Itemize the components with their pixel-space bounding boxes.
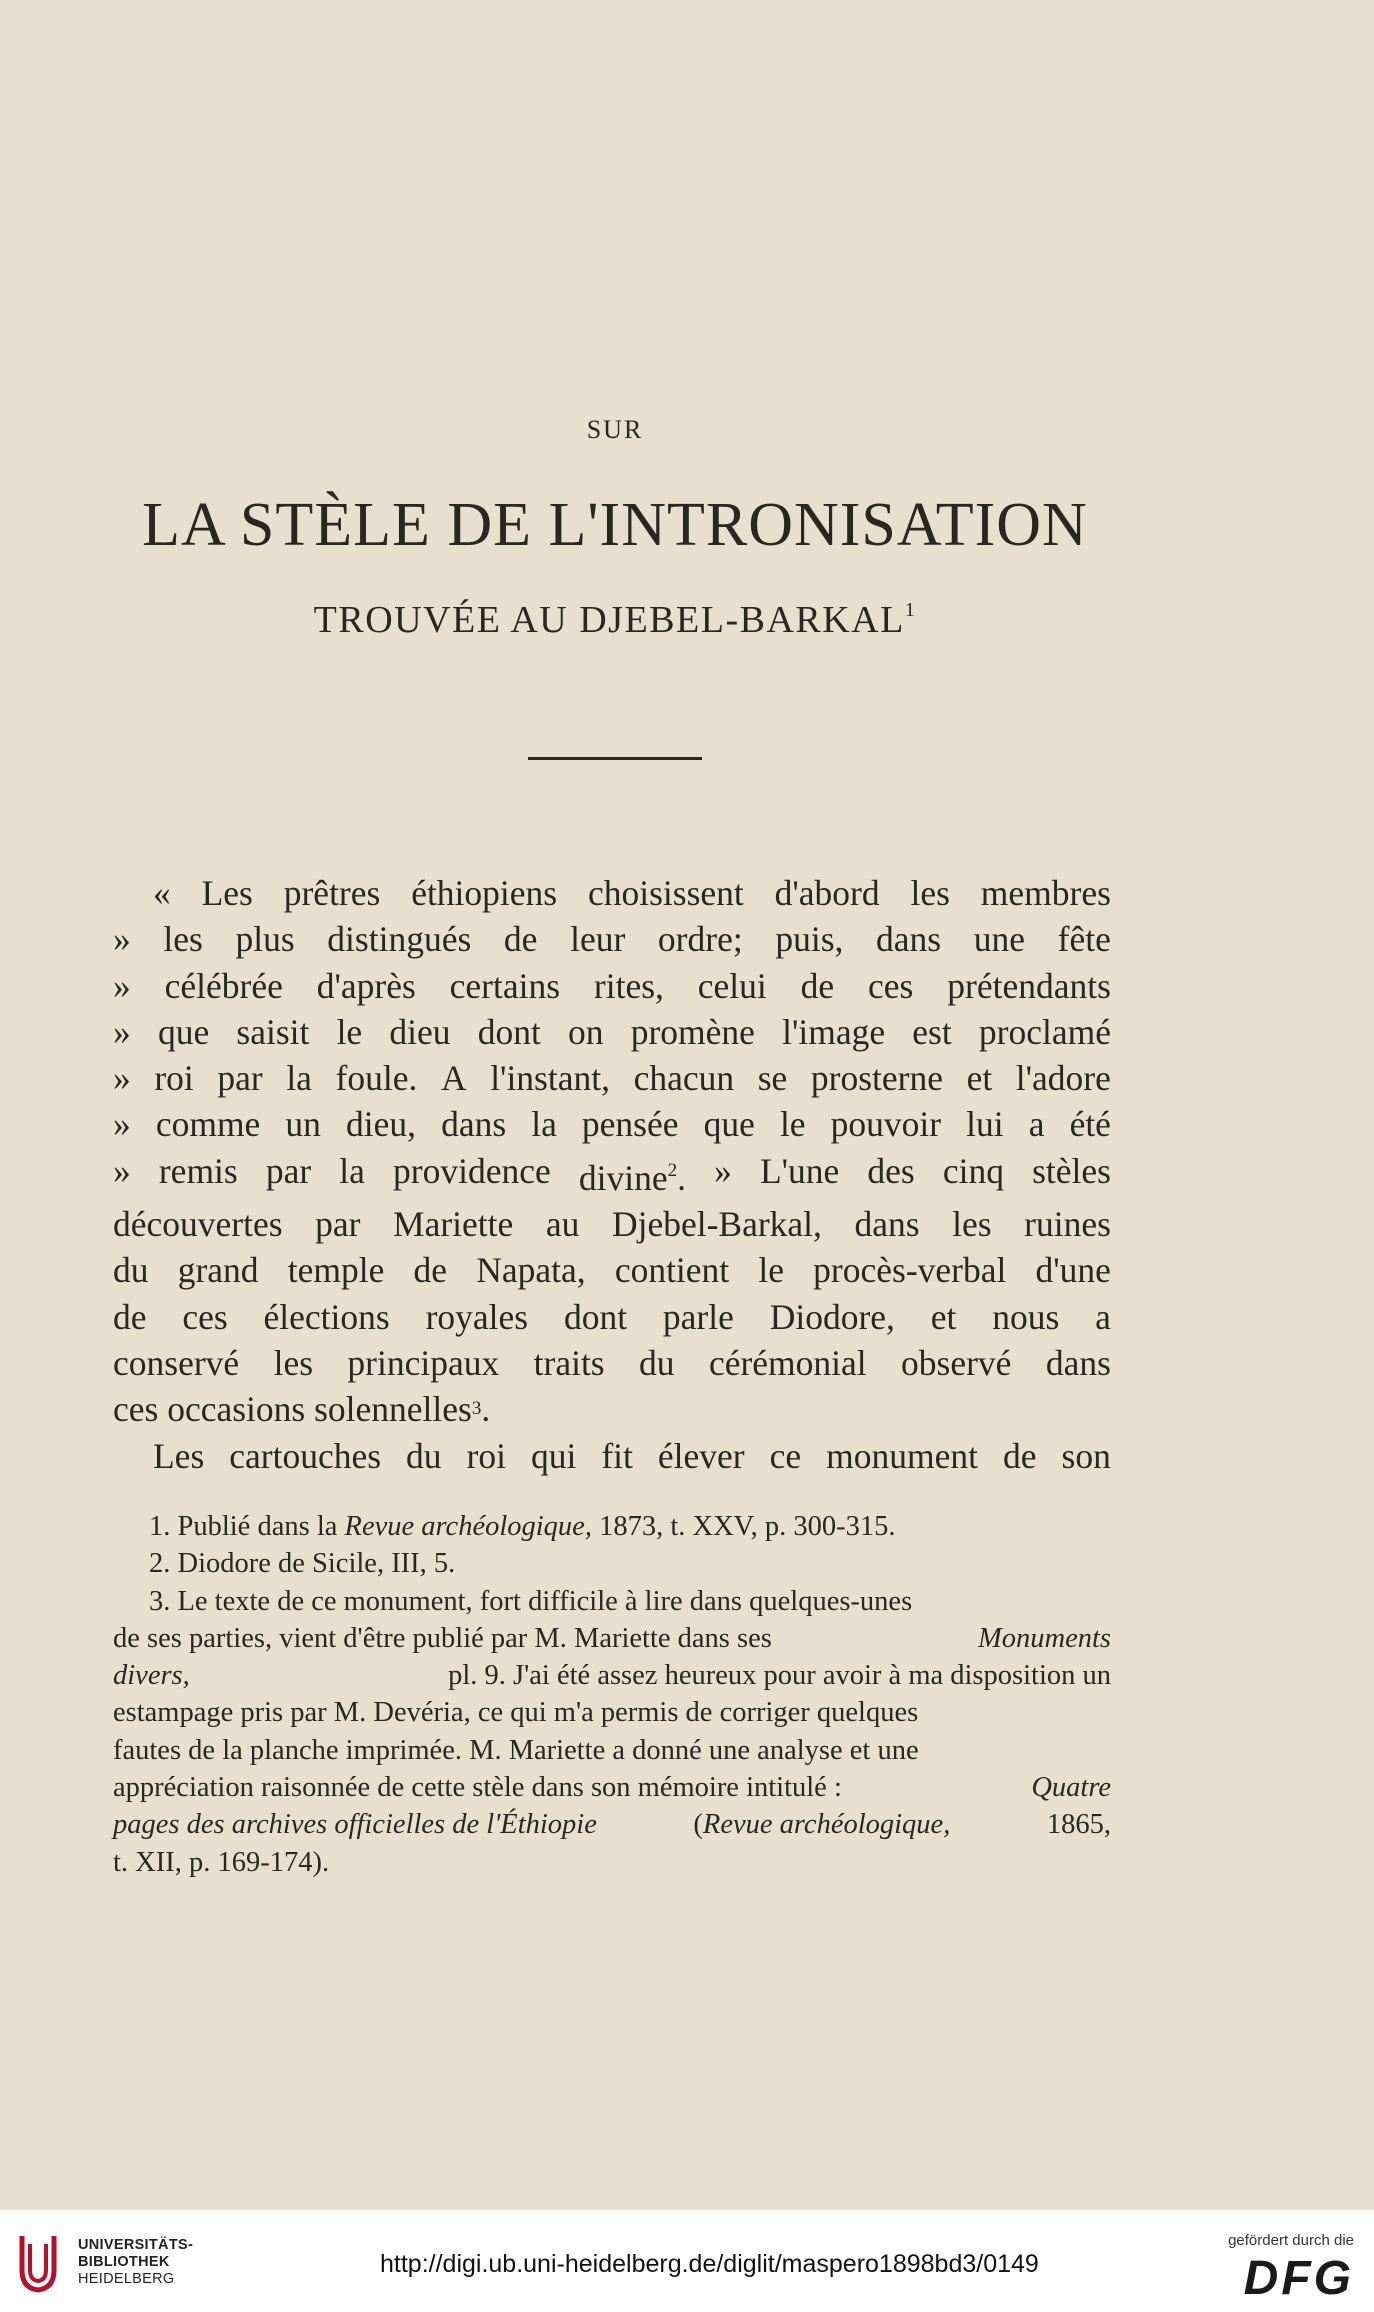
body-line: « Les prêtres éthiopiens choisissent d'abord les membres xyxy=(153,873,1111,913)
body-line: de ces élections royales dont parle Diodore, et nous a xyxy=(113,1296,1111,1337)
permalink-url[interactable]: http://digi.ub.uni-heidelberg.de/diglit/maspero1898bd3/0149 xyxy=(380,2250,1039,2278)
subtitle-footnote-ref: 1 xyxy=(904,599,917,621)
page-title: LA STÈLE DE L'INTRONISATION xyxy=(142,491,1088,559)
university-library-name: UNIVERSITÄTS- BIBLIOTHEK HEIDELBERG xyxy=(78,2237,194,2287)
footnote-ref-3: 3 xyxy=(471,1398,482,1420)
footnote-ref-2: 2 xyxy=(667,1159,678,1181)
university-library-logo-icon xyxy=(14,2230,62,2294)
body-line: » roi par la foule. A l'instant, chacun se prosterne et l'adore xyxy=(113,1058,1111,1099)
footnote-3-line: estampage pris par M. Devéria, ce qui m'a permis de corriger quelques xyxy=(113,1697,919,1729)
body-line: » que saisit le dieu dont on promène l'image est proclamé xyxy=(113,1011,1111,1052)
body-line: » remis par la providence divine$^2$. » L'une des cinq stèles xyxy=(113,1150,1111,1198)
footnote-1: 1. Publié dans la Revue archéologique, 1873, t. XXV, p. 300-315. xyxy=(149,1511,896,1542)
dfg-logo: DFG xyxy=(1243,2252,1354,2305)
body-line: Les cartouches du roi qui fit élever ce monument de son xyxy=(153,1435,1111,1476)
footnote-3-line: fautes de la planche imprimée. M. Mariette a donné une analyse et une xyxy=(113,1734,919,1766)
footnote-2: 2. Diodore de Sicile, III, 5. xyxy=(149,1548,456,1580)
footnote-3-line: appréciation raisonnée de cette stèle dans son mémoire intitulé : Quatre xyxy=(113,1772,1111,1804)
footnote-3-line: de ses parties, vient d'être publié par M. Mariette dans ses Monuments xyxy=(113,1622,1111,1654)
footnote-3-line: t. XII, p. 169-174). xyxy=(113,1846,330,1878)
footnote-3-line: 3. Le texte de ce monument, fort difficile à lire dans quelques-unes xyxy=(149,1585,913,1617)
body-line: » les plus distingués de leur ordre; puis, dans une fête xyxy=(113,919,1111,960)
footnotes xyxy=(113,1508,1111,1881)
footnote-3-line: pages des archives officielles de l'Éthiopie (Revue archéologique, 1865, xyxy=(113,1809,1111,1841)
digitization-footer xyxy=(0,2210,1374,2312)
body-line: » comme un dieu, dans la pensée que le pouvoir lui a été xyxy=(113,1104,1111,1145)
title-divider xyxy=(528,757,702,760)
subtitle-text: TROUVÉE AU DJEBEL-BARKAL xyxy=(313,599,905,641)
footnote-3-line: divers, pl. 9. J'ai été assez heureux pour avoir à ma disposition un xyxy=(113,1660,1111,1692)
body-line: découvertes par Mariette au Djebel-Barkal, dans les ruines xyxy=(113,1204,1111,1245)
funding-caption: gefördert durch die xyxy=(1228,2232,1354,2249)
body-line: du grand temple de Napata, contient le procès-verbal d'une xyxy=(113,1250,1111,1291)
body-line: conservé les principaux traits du cérémonial observé dans xyxy=(113,1342,1111,1383)
pre-title: SUR xyxy=(586,415,644,444)
body-line: » célébrée d'après certains rites, celui de ces prétendants xyxy=(113,965,1111,1006)
body-paragraphs xyxy=(113,870,1111,1479)
page-subtitle xyxy=(0,598,1230,642)
body-line: ces occasions solennelles 3 . xyxy=(113,1386,1111,1432)
